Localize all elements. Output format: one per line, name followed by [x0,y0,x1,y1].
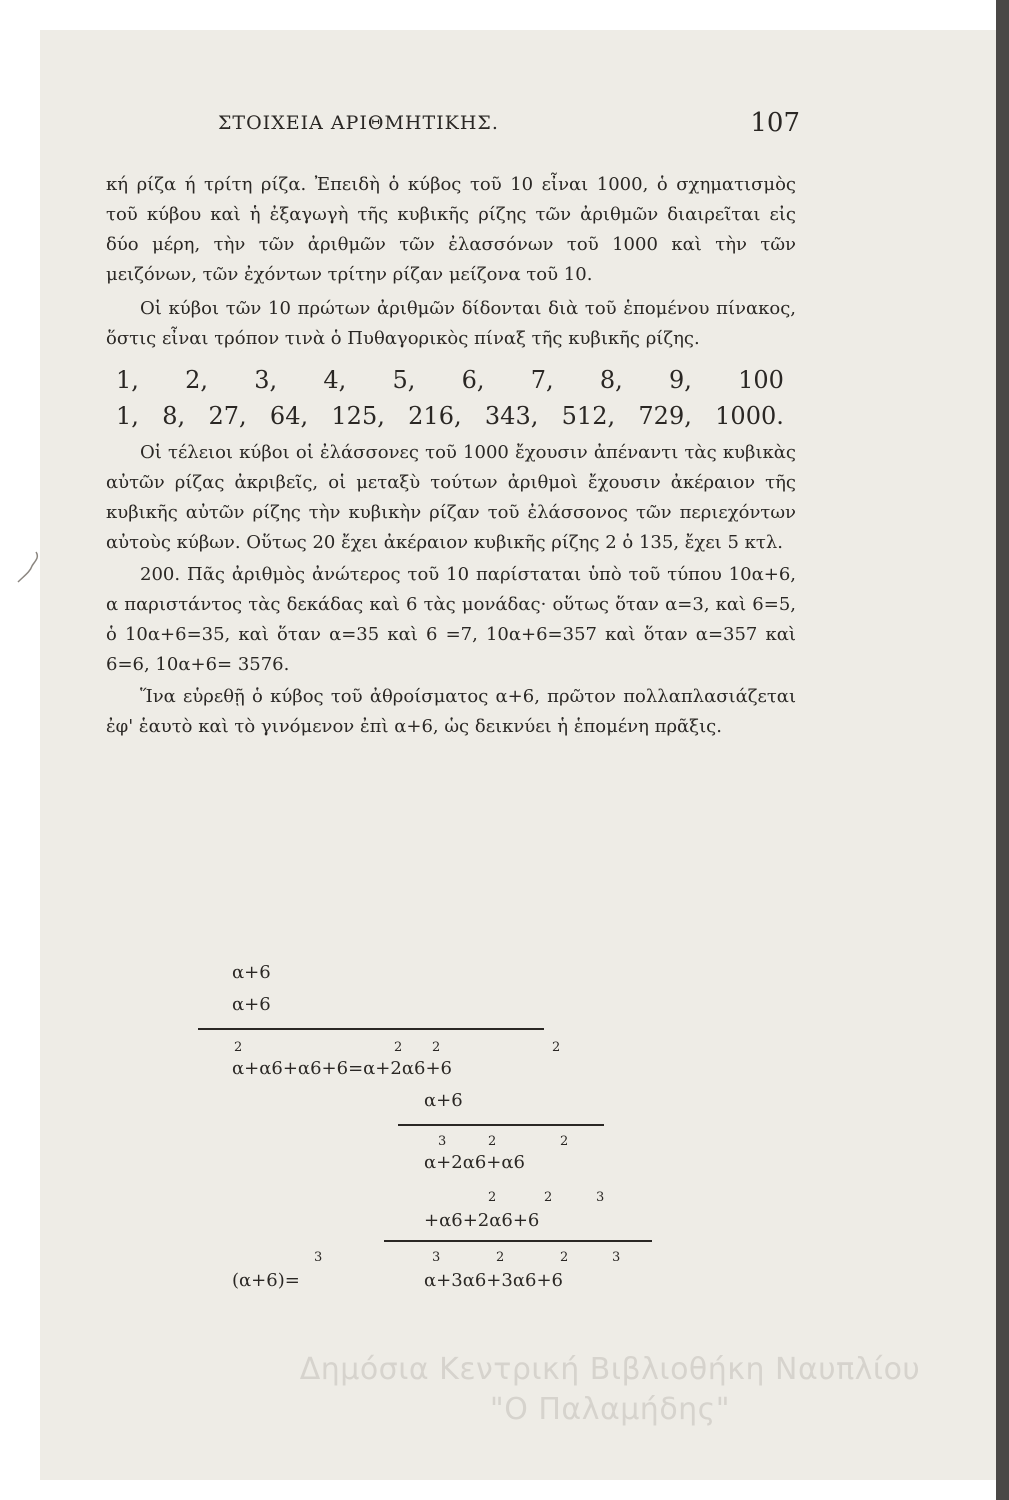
root-value: 100 [738,366,784,394]
cube-value: 729, [638,402,692,430]
paragraph-3: Οἱ τέλειοι κύβοι οἱ ἐλάσσονες τοῦ 1000 ἔχουσιν ἀπέναντι τὰς κυβικὰς αὐτῶν ρίζας ἀκριβεῖς, οἱ μεταξὺ τούτων ἀριθμοὶ ἔχουσιν ἀκέραιον τῆς κυβικῆς αὐτῶν ρίζης τὴν κυβικὴν ρίζαν τοῦ ἐλάσσονος τῶν περιεχόντων αὐτοὺς κύβων. Οὕτως 20 ἔχει ἀκέραιον κυβικῆς ρίζης 2 ὁ 135, ἔχει 5 κτλ. [106,442,796,553]
root-value: 1, [116,366,139,394]
cube-value: 216, [408,402,462,430]
root-value: 2, [185,366,209,394]
cube-value: 64, [269,402,309,430]
exponent: 2 [488,1134,497,1149]
running-head: ΣΤΟΙΧΕΙΑ ΑΡΙΘΜΗΤΙΚΗΣ. [218,112,499,134]
root-value: 6, [461,366,485,394]
cube-value: 8, [162,402,186,430]
result-rhs: α+3α6+3α6+6 [424,1270,563,1291]
exponent: 2 [544,1190,553,1205]
exponent: 3 [438,1134,447,1149]
exponent: 2 [394,1040,403,1055]
rule-1 [198,1028,544,1030]
root-value: 9, [669,366,692,394]
cube-value: 125, [331,402,385,430]
exponent: 3 [596,1190,605,1205]
exponent: 2 [560,1250,569,1265]
exponent: 2 [432,1040,441,1055]
cube-value: 1, [116,402,139,430]
expansion-line-3: +α6+2α6+6 [424,1210,540,1231]
cube-value: 27, [208,402,247,430]
exponent: 2 [496,1250,505,1265]
root-value: 4, [323,366,347,394]
exponent: 3 [432,1250,441,1265]
exponent: 2 [234,1040,243,1055]
factor-three: α+6 [424,1090,463,1111]
result-lhs: (α+6)= [232,1270,300,1291]
paragraph-4: 200. Πᾶς ἀριθμὸς ἀνώτερος τοῦ 10 παρίσταται ὑπὸ τοῦ τύπου 10α+6, α παριστάντος τὰς δεκάδας καὶ 6 τὰς μονάδας· οὕτως ὅταν α=3, καὶ 6=5, ὁ 10α+6=35, καὶ ὅταν α=35 καὶ 6 =7, 10α+6=357 καὶ ὅταν α=357 καὶ 6=6, 10α+6= 3576. [106,564,796,675]
page-number: 107 [750,108,800,138]
paragraph-2: Οἱ κύβοι τῶν 10 πρώτων ἀριθμῶν δίδονται διὰ τοῦ ἑπομένου πίνακος, ὅστις εἶναι τρόπον τινὰ ὁ Πυθαγορικὸς πίναξ τῆς κυβικῆς ρίζης. [106,298,796,349]
root-value: 7, [530,366,554,394]
root-value: 3, [254,366,278,394]
exponent: 3 [612,1250,621,1265]
factor-one: α+6 [232,962,271,983]
cube-value: 1000. [715,402,784,430]
watermark-line-1: Δημόσια Κεντρική Βιβλιοθήκη Ναυπλίου [299,1352,921,1387]
root-value: 8, [599,366,623,394]
rule-2 [398,1124,604,1126]
partial-product: α+α6+α6+6=α+2α6+6 [232,1058,452,1079]
factor-two: α+6 [232,994,271,1015]
exponent: 3 [314,1250,323,1265]
paragraph-5: Ἵνα εὑρεθῇ ὁ κύβος τοῦ ἀθροίσματος α+6, πρῶτον πολλαπλασιάζεται ἐφ' ἑαυτὸ καὶ τὸ γινόμενον ἐπὶ α+6, ὡς δεικνύει ἡ ἑπομένη πρᾶξις. [106,686,796,737]
exponent: 2 [488,1190,497,1205]
watermark-line-2: "Ο Παλαμήδης" [489,1392,731,1427]
paragraph-1: κή ρίζα ή τρίτη ρίζα. Ἐπειδὴ ὁ κύβος τοῦ 10 εἶναι 1000, ὁ σχηματισμὸς τοῦ κύβου καὶ ἡ ἐξαγωγὴ τῆς κυβικῆς ρίζης τῶν ἀριθμῶν διαιρεῖται εἰς δύο μέρη, τὴν τῶν ἀριθμῶν τῶν ἐλασσόνων τοῦ 1000 καὶ τὴν τῶν μειζόνων, τῶν ἐχόντων τρίτην ρίζαν μείζονα τοῦ 10. [106,174,796,285]
expansion-line-2: α+2α6+α6 [424,1152,525,1173]
cube-value: 512, [561,402,616,430]
library-watermark [230,1350,990,1430]
cube-value: 343, [484,402,539,430]
rule-3 [384,1240,652,1242]
exponent: 2 [552,1040,561,1055]
root-value: 5, [392,366,416,394]
exponent: 2 [560,1134,569,1149]
